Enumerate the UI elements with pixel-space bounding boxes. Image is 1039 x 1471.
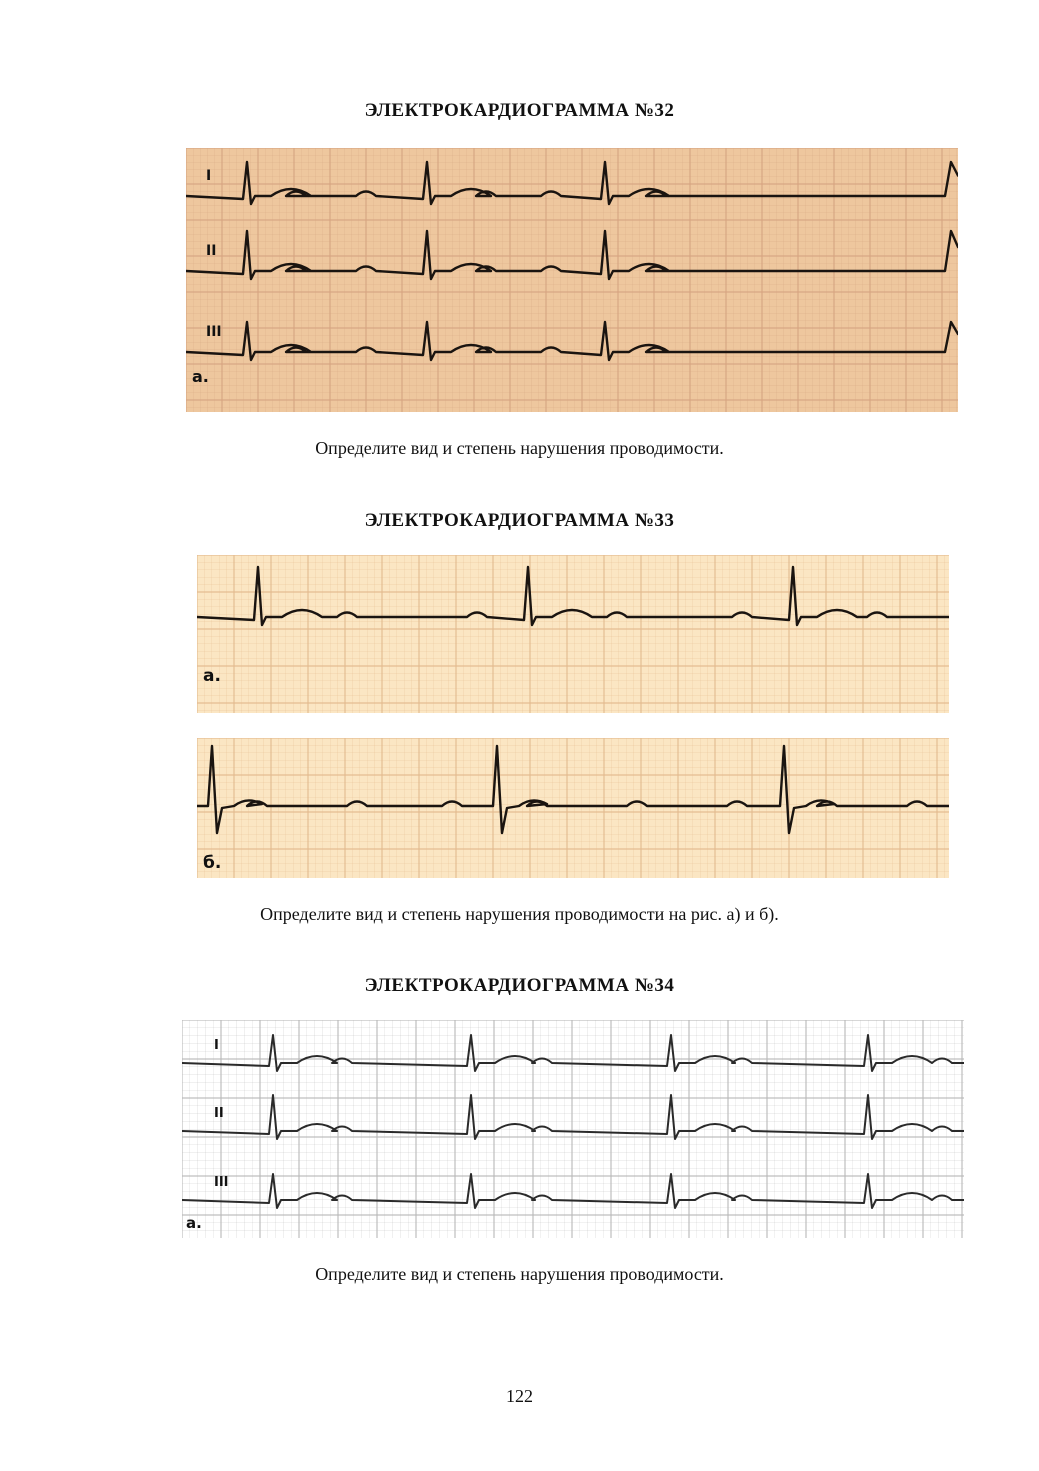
ecg-paper [197, 555, 949, 713]
lead-label-iii: III [206, 324, 222, 340]
ecg-33-title: ЭЛЕКТРОКАРДИОГРАММА №33 [364, 510, 675, 531]
panel-label: б. [203, 853, 222, 873]
ecg-33-strip-b [197, 738, 949, 878]
lead-label-i: I [206, 168, 212, 184]
ecg-33-strip-a [197, 555, 949, 713]
page-number: 122 [506, 1386, 533, 1406]
ecg-32-title: ЭЛЕКТРОКАРДИОГРАММА №32 [364, 100, 675, 121]
lead-label-iii: III [214, 1175, 229, 1190]
ecg-34-title: ЭЛЕКТРОКАРДИОГРАММА №34 [364, 975, 675, 996]
panel-label: а. [186, 1214, 202, 1232]
ecg-32-caption: Определите вид и степень нарушения проводимости. [315, 438, 724, 458]
ecg-32-strip [186, 148, 958, 412]
lead-label-ii: II [206, 243, 217, 259]
lead-label-ii: II [214, 1106, 224, 1121]
lead-label-i: I [214, 1038, 219, 1053]
ecg-34-caption: Определите вид и степень нарушения проводимости. [315, 1264, 724, 1284]
ecg-33-caption: Определите вид и степень нарушения проводимости на рис. а) и б). [260, 904, 779, 924]
panel-label: а. [192, 367, 209, 386]
panel-label: а. [203, 666, 221, 686]
ecg-paper [197, 738, 949, 878]
ecg-34-strip [182, 1020, 964, 1238]
